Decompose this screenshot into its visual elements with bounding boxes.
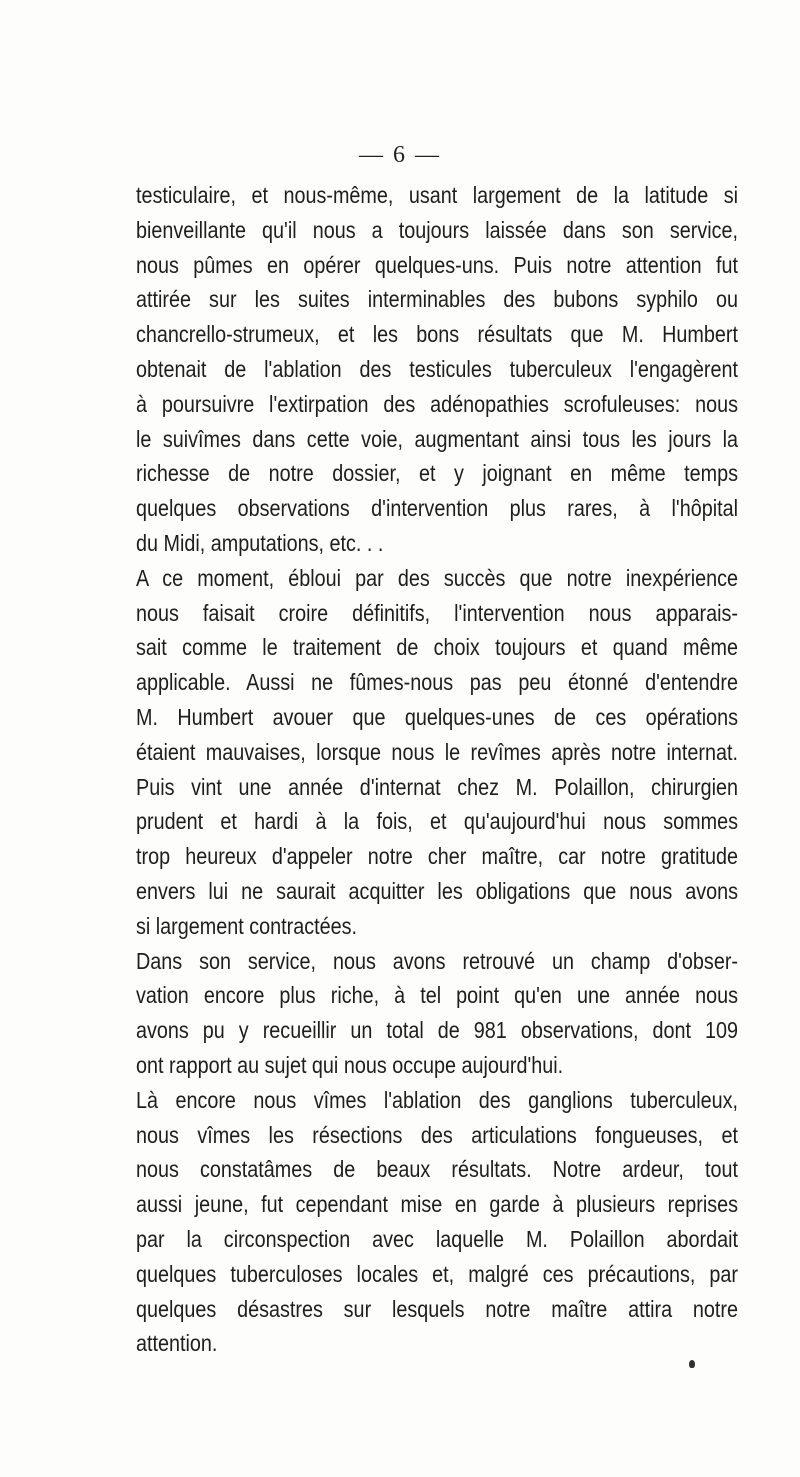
text-line: nous vîmes les résections des articulations fongueuses, et — [136, 1121, 738, 1148]
text-line: le suivîmes dans cette voie, augmentant ainsi tous les jours la — [136, 425, 738, 452]
text-line: par la circonspection avec laquelle M. Polaillon abordait — [136, 1225, 738, 1252]
text-line: étaient mauvaises, lorsque nous le revîmes après notre internat. — [136, 738, 738, 765]
text-line: nous constatâmes de beaux résultats. Notre ardeur, tout — [136, 1156, 738, 1183]
text-line: quelques désastres sur lesquels notre maître attira notre — [136, 1295, 738, 1322]
text-line: attention. — [136, 1330, 218, 1357]
text-line: bienveillante qu'il nous a toujours laissée dans son service, — [136, 216, 738, 243]
text-line: Là encore nous vîmes l'ablation des ganglions tuberculeux, — [136, 1086, 738, 1113]
text-line: du Midi, amputations, etc. . . — [136, 529, 384, 556]
text-line: sait comme le traitement de choix toujours et quand même — [136, 634, 738, 661]
text-line: A ce moment, ébloui par des succès que notre inexpérience — [136, 564, 738, 591]
text-line: quelques observations d'intervention plus rares, à l'hôpital — [136, 495, 738, 522]
text-line: attirée sur les suites interminables des bubons syphilo ou — [136, 286, 738, 313]
text-line: ont rapport au sujet qui nous occupe aujourd'hui. — [136, 1051, 564, 1078]
text-line: si largement contractées. — [136, 912, 357, 939]
text-line: aussi jeune, fut cependant mise en garde à plusieurs reprises — [136, 1191, 738, 1218]
text-line: trop heureux d'appeler notre cher maître, car notre gratitude — [136, 843, 738, 870]
text-line: nous faisait croire définitifs, l'intervention nous apparais- — [136, 599, 738, 626]
text-line: testiculaire, et nous-même, usant largement de la latitude si — [136, 182, 738, 208]
text-line: chancrello-strumeux, et les bons résultats que M. Humbert — [136, 321, 738, 348]
ink-mark — [689, 1360, 695, 1368]
text-line: prudent et hardi à la fois, et qu'aujourd'hui nous sommes — [136, 808, 738, 835]
text-line: vation encore plus riche, à tel point qu'en une année nous — [136, 982, 738, 1009]
text-line: applicable. Aussi ne fûmes-nous pas peu étonné d'entendre — [136, 669, 738, 696]
text-line: richesse de notre dossier, et y joignant en même temps — [136, 460, 738, 487]
text-line: avons pu y recueillir un total de 981 observations, dont 109 — [136, 1017, 738, 1044]
text-line: M. Humbert avouer que quelques-unes de ces opérations — [136, 703, 738, 730]
text-line: obtenait de l'ablation des testicules tuberculeux l'engagèrent — [136, 355, 738, 382]
text-line: quelques tuberculoses locales et, malgré ces précautions, par — [136, 1260, 738, 1287]
text-line: nous pûmes en opérer quelques-uns. Puis notre attention fut — [136, 251, 738, 278]
text-line: Dans son service, nous avons retrouvé un champ d'obser- — [136, 947, 738, 974]
text-line: Puis vint une année d'internat chez M. Polaillon, chirurgien — [136, 773, 738, 800]
text-line: à poursuivre l'extirpation des adénopathies scrofuleuses: nous — [136, 390, 738, 417]
body-text — [136, 178, 738, 1361]
text-line: envers lui ne saurait acquitter les obligations que nous avons — [136, 877, 738, 904]
page-number: — 6 — — [359, 142, 441, 168]
